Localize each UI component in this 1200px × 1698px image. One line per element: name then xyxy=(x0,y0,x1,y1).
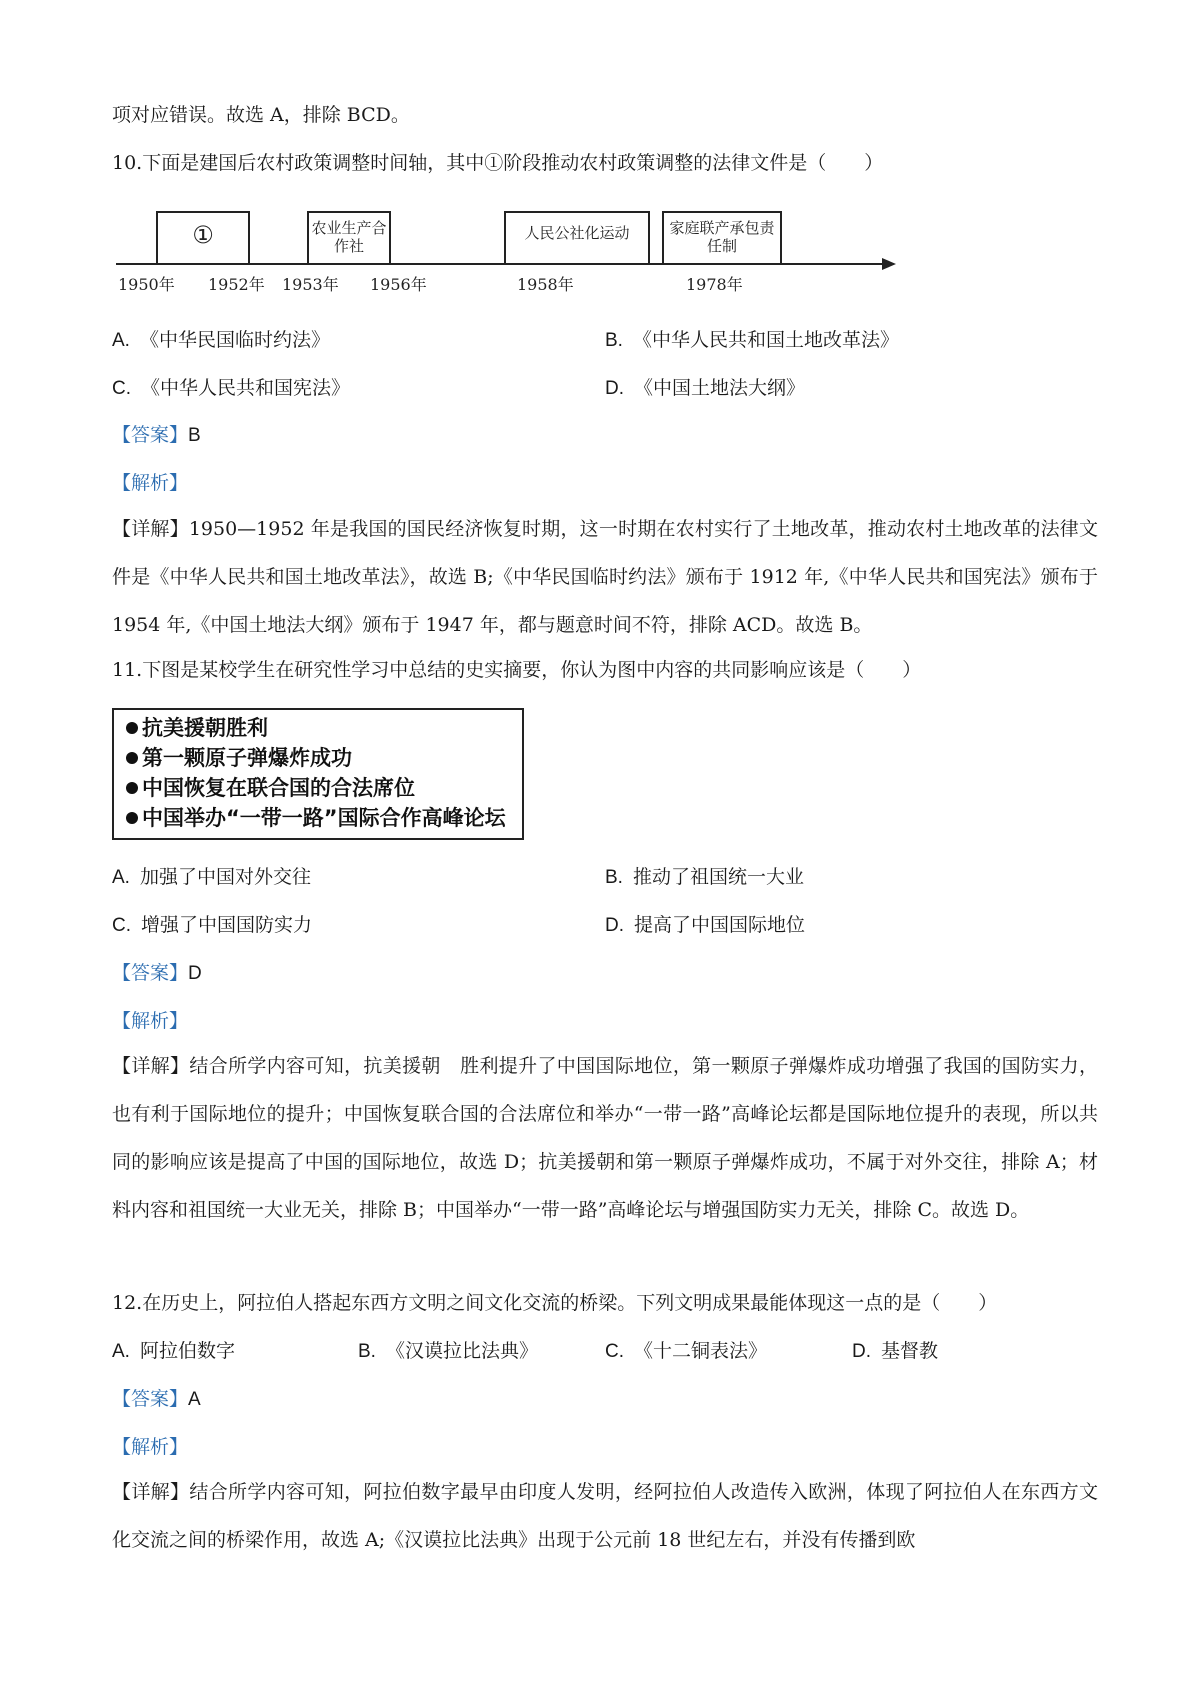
timeline-box-household-contract: 家庭联产承包责任制 xyxy=(662,211,782,263)
analysis-label: 【解析】 xyxy=(112,1010,189,1032)
option-text: 《汉谟拉比法典》 xyxy=(385,1340,538,1362)
q11-option-c xyxy=(112,910,312,941)
q11-option-d xyxy=(605,910,805,941)
q12-option-b xyxy=(358,1336,538,1367)
option-letter: A. xyxy=(112,330,130,351)
option-text: 提高了中国国际地位 xyxy=(634,914,806,936)
q11-option-b xyxy=(605,862,804,893)
historical-facts-summary-box xyxy=(112,708,524,840)
answer-label: 【答案】 xyxy=(112,1388,189,1410)
option-letter: B. xyxy=(605,867,623,888)
q12-option-d xyxy=(852,1336,938,1367)
option-text: 基督教 xyxy=(881,1340,939,1362)
summary-item-text: 第一颗原子弹爆炸成功 xyxy=(142,746,352,770)
answer-label: 【答案】 xyxy=(112,962,189,984)
option-text: 《十二铜表法》 xyxy=(634,1340,768,1362)
summary-item xyxy=(126,742,352,772)
q10-detail xyxy=(112,505,1098,649)
q12-detail xyxy=(112,1468,1098,1564)
question-12-stem: 12.在历史上，阿拉伯人搭起东西方文明之间文化交流的桥梁。下列文明成果最能体现这一点的是（ ） xyxy=(112,1292,998,1314)
timeline-year: 1956年 xyxy=(370,275,427,294)
option-letter: A. xyxy=(112,1341,130,1362)
detail-text: 1950—1952 年是我国的国民经济恢复时期，这一时期在农村实行了土地改革，推动农村土地改革的法律文件是《中华人民共和国土地改革法》，故选 B;《中华民国临时约法》颁布于 1912 年,《中华人民共和国宪法》颁布于 1954 年,《中国土地法大纲》颁布于 1947 年，都与题意时间不符，排除 ACD。故选 B。 xyxy=(112,518,1098,636)
timeline-box-cooperative: 农业生产合作社 xyxy=(307,211,391,263)
question-10-stem: 10.下面是建国后农村政策调整时间轴，其中①阶段推动农村政策调整的法律文件是（ ） xyxy=(112,152,884,174)
q12-analysis-label xyxy=(112,1432,188,1462)
timeline-box-commune: 人民公社化运动 xyxy=(504,211,650,265)
answer-label: 【答案】 xyxy=(112,424,189,446)
q11-analysis-label xyxy=(112,1006,188,1036)
summary-item xyxy=(126,712,268,742)
summary-item xyxy=(126,772,415,802)
option-letter: D. xyxy=(605,915,624,936)
option-text: 增强了中国国防实力 xyxy=(141,914,313,936)
summary-item-text: 中国恢复在联合国的合法席位 xyxy=(142,776,415,800)
timeline-year: 1950年 xyxy=(118,275,175,294)
q12-option-a xyxy=(112,1336,235,1367)
summary-item-text: 抗美援朝胜利 xyxy=(142,716,268,740)
timeline-arrow-icon xyxy=(882,258,896,270)
q11-detail xyxy=(112,1042,1098,1234)
option-text: 推动了祖国统一大业 xyxy=(632,866,804,888)
option-letter: D. xyxy=(605,378,624,399)
answer-value: B xyxy=(188,425,201,446)
q10-option-a xyxy=(112,325,330,356)
timeline-year: 1958年 xyxy=(517,275,574,294)
option-letter: C. xyxy=(605,1341,624,1362)
option-text: 《中华人民共和国宪法》 xyxy=(141,377,351,399)
analysis-label: 【解析】 xyxy=(112,1436,189,1458)
policy-timeline xyxy=(112,205,902,297)
option-text: 《中华人民共和国土地改革法》 xyxy=(632,329,899,351)
summary-item xyxy=(126,802,506,832)
option-text: 加强了中国对外交往 xyxy=(139,866,311,888)
detail-label: 【详解】 xyxy=(112,518,189,540)
option-letter: C. xyxy=(112,378,131,399)
timeline-year: 1978年 xyxy=(686,275,743,294)
timeline-year: 1953年 xyxy=(282,275,339,294)
question-11-stem: 11.下图是某校学生在研究性学习中总结的史实摘要，你认为图中内容的共同影响应该是（ ） xyxy=(112,659,922,681)
option-text: 《中华民国临时约法》 xyxy=(139,329,330,351)
summary-item-text: 中国举办“一带一路”国际合作高峰论坛 xyxy=(142,806,506,830)
answer-value: A xyxy=(188,1389,201,1410)
q10-option-d xyxy=(605,373,805,404)
option-letter: D. xyxy=(852,1341,871,1362)
option-text: 阿拉伯数字 xyxy=(139,1340,235,1362)
detail-label: 【详解】 xyxy=(112,1481,190,1503)
bullet-icon xyxy=(126,752,138,764)
q10-analysis-label xyxy=(112,468,188,498)
detail-text: 结合所学内容可知，阿拉伯数字最早由印度人发明，经阿拉伯人改造传入欧洲，体现了阿拉伯人在东西方文化交流之间的桥梁作用，故选 A;《汉谟拉比法典》出现于公元前 18 世纪左右，并没有传播到欧 xyxy=(112,1481,1098,1551)
q10-option-c xyxy=(112,373,350,404)
option-letter: B. xyxy=(605,330,623,351)
bullet-icon xyxy=(126,782,138,794)
detail-text: 结合所学内容可知，抗美援朝 胜利提升了中国国际地位，第一颗原子弹爆炸成功增强了我国的国防实力，也有利于国际地位的提升；中国恢复联合国的合法席位和举办“一带一路”高峰论坛都是国际地位提升的表现，所以共同的影响应该是提高了中国的国际地位，故选 D；抗美援朝和第一颗原子弹爆炸成功，不属于对外交往，排除 A；材料内容和祖国统一大业无关，排除 B；中国举办“一带一路”高峰论坛与增强国防实力无关，排除 C。故选 D。 xyxy=(112,1055,1098,1221)
timeline-box-stage-1: ① xyxy=(156,211,250,265)
option-text: 《中国土地法大纲》 xyxy=(634,377,806,399)
q12-answer xyxy=(112,1384,201,1415)
q12-option-c xyxy=(605,1336,767,1367)
q11-answer xyxy=(112,958,202,989)
bullet-icon xyxy=(126,722,138,734)
continuation-line: 项对应错误。故选 A，排除 BCD。 xyxy=(112,104,410,126)
detail-label: 【详解】 xyxy=(112,1055,190,1077)
timeline-year: 1952年 xyxy=(208,275,265,294)
q10-answer xyxy=(112,420,201,451)
q10-option-b xyxy=(605,325,899,356)
answer-value: D xyxy=(188,963,202,984)
option-letter: A. xyxy=(112,867,130,888)
q11-option-a xyxy=(112,862,311,893)
bullet-icon xyxy=(126,812,138,824)
option-letter: B. xyxy=(358,1341,376,1362)
option-letter: C. xyxy=(112,915,131,936)
analysis-label: 【解析】 xyxy=(112,472,189,494)
